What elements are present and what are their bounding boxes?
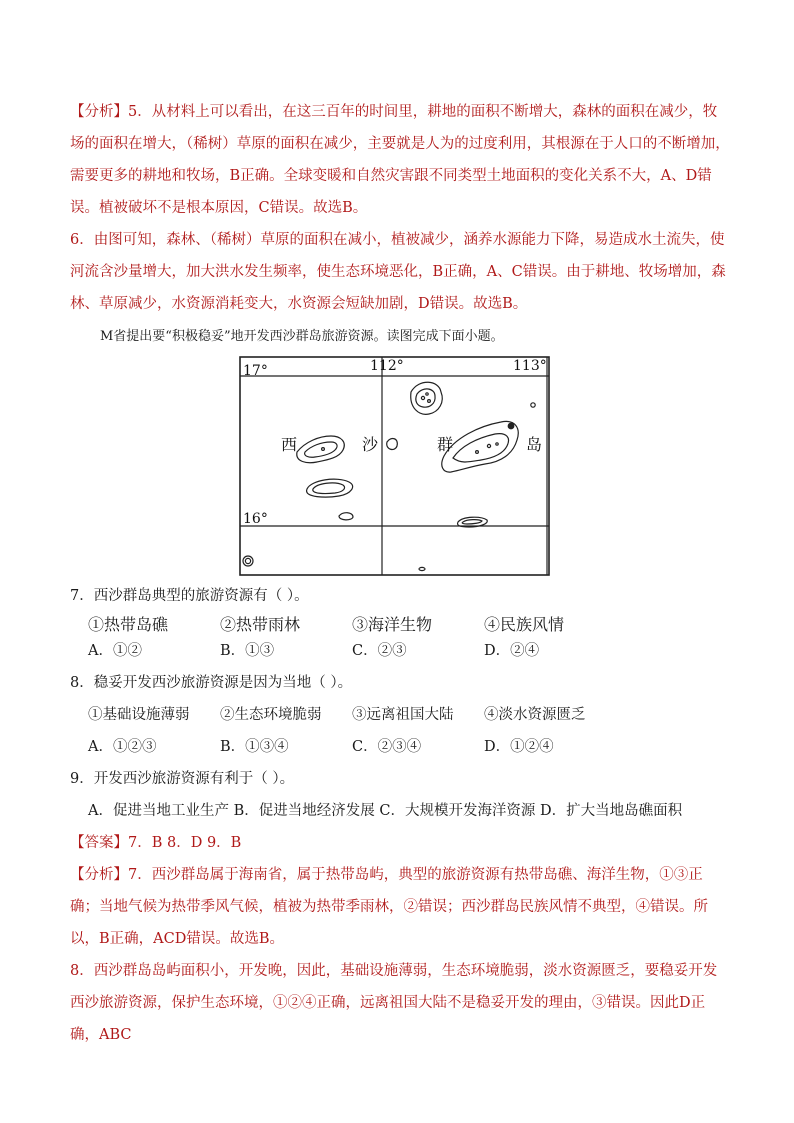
q9-stem: 9．开发西沙旅游资源有利于（ ）。 [70,771,295,787]
q7-option-b: B．①③ [220,643,275,659]
lat-label-16: 16° [243,511,268,527]
answer-tag: 【答案】 [70,835,128,851]
analysis-6: 6．由图可知，森林、（稀树）草原的面积在减小，植被减少，涵养水源能力下降，易造成水土流失，使河流含沙量增大，加大洪水发生频率，使生态环境恶化，B正确，A、C错误。由于耕地、牧场增加，森林、草原减少，水资源消耗变大，水资源会短缺加剧，D错误。故选B。 [70,232,726,312]
q7-item-3: ③海洋生物 [352,615,433,634]
map-label-sha: 沙 [362,435,379,454]
analysis-7-text: 7．西沙群岛属于海南省，属于热带岛屿，典型的旅游资源有热带岛礁、海洋生物，①③正确；当地气候为热带季风气候，植被为热带季雨林，②错误；西沙群岛民族风情不典型，④错误。所以，B正确，ACD错误。故选B。 [70,867,708,947]
q7-options [70,635,730,667]
q7-items [70,612,730,635]
q7-option-a: A．①② [88,643,142,659]
lon-label-112: 112° [370,358,404,374]
analysis-5 [70,96,730,224]
analysis-8: 8．西沙群岛岛屿面积小，开发晚，因此，基础设施薄弱，生态环境脆弱，淡水资源匮乏，要稳妥开发西沙旅游资源，保护生态环境，①②④正确，远离祖国大陆不是稳妥开发的理由，③错误。因此D正确，ABC [70,963,718,1043]
q7-stem: 7．西沙群岛典型的旅游资源有（ ）。 [70,588,309,604]
answer-line [70,827,730,859]
lat-label-17: 17° [243,363,268,379]
q8-option-b: B．①③④ [220,739,289,755]
document-page [70,96,730,1051]
q8-item-3: ③远离祖国大陆 [352,707,454,723]
question-lead: M省提出要“积极稳妥”地开发西沙群岛旅游资源。读图完成下面小题。 [100,329,504,344]
q7-option-d: D．②④ [484,643,540,659]
q8-item-4: ④淡水资源匮乏 [484,707,586,723]
q8-options [70,731,730,763]
analysis-tag-2: 【分析】 [70,867,128,883]
q9-options: A．促进当地工业生产 B．促进当地经济发展 C．大规模开发海洋资源 D．扩大当地岛礁面积 [88,803,683,819]
q8-option-a: A．①②③ [88,739,157,755]
map-label-qun: 群 [437,435,454,454]
map-frame [240,357,549,575]
analysis-7 [70,859,730,955]
map-label-xi: 西 [281,435,298,454]
q8-item-1: ①基础设施薄弱 [88,707,190,723]
map-figure [239,356,550,576]
answer-text: 7．B 8．D 9．B [128,835,242,851]
q8-option-c: C．②③④ [352,739,422,755]
q8-item-2: ②生态环境脆弱 [220,707,322,723]
analysis-5-text: 5．从材料上可以看出，在这三百年的时间里，耕地的面积不断增大，森林的面积在减少，牧场的面积在增大，（稀树）草原的面积在减少，主要就是人为的过度利用，其根源在于人口的不断增加，需要更多的耕地和牧场，B正确。全球变暖和自然灾害跟不同类型土地面积的变化关系不大，A、D错误。植被破坏不是根本原因，C错误。故选B。 [70,104,730,216]
q7-item-1: ①热带岛礁 [88,615,169,634]
q7-item-4: ④民族风情 [484,615,565,634]
q7-item-2: ②热带雨林 [220,615,301,634]
q8-option-d: D．①②④ [484,739,554,755]
xisha-map [239,356,550,576]
q8-items [70,699,730,731]
lon-label-113: 113° [513,358,547,374]
analysis-tag: 【分析】 [70,104,128,120]
q8-stem: 8．稳妥开发西沙旅游资源是因为当地（ ）。 [70,675,353,691]
map-label-dao: 岛 [526,435,543,454]
q7-option-c: C．②③ [352,643,407,659]
